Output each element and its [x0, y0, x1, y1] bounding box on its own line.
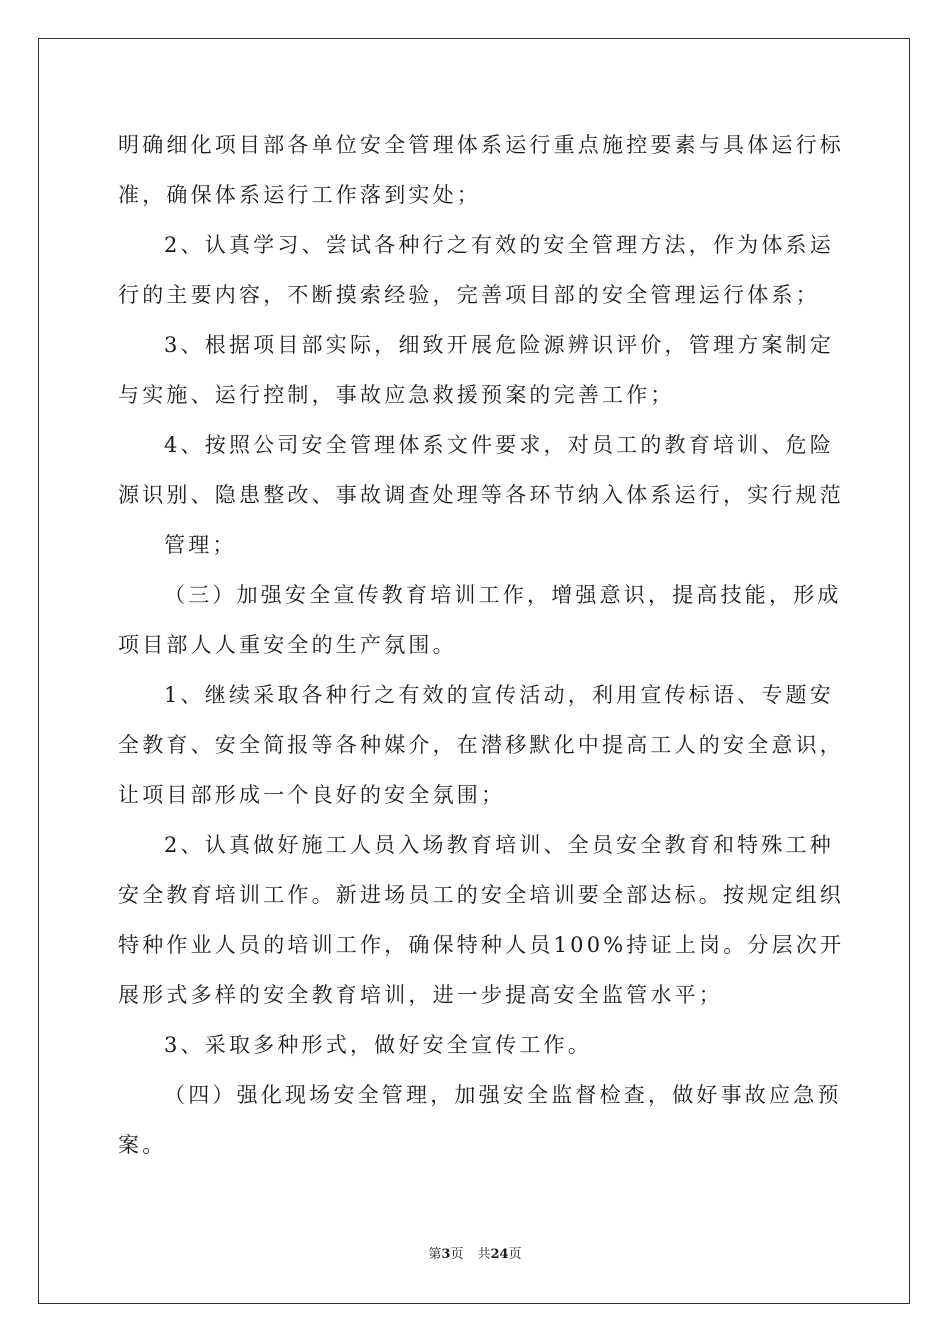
- text-line: 4、按照公司安全管理体系文件要求，对员工的教育培训、危险: [164, 433, 834, 457]
- footer-total-prefix: 共: [477, 1247, 491, 1262]
- page-footer: [0, 1246, 950, 1264]
- text-line: （三）加强安全宣传教育培训工作，增强意识，提高技能，形成: [164, 583, 842, 607]
- text-line: 行的主要内容，不断摸索经验，完善项目部的安全管理运行体系；: [118, 283, 820, 307]
- text-line: 2、认真学习、尝试各种行之有效的安全管理方法，作为体系运: [164, 233, 834, 257]
- text-line: 明确细化项目部各单位安全管理体系运行重点施控要素与具体运行标: [118, 133, 844, 157]
- text-line: 3、根据项目部实际，细致开展危险源辨识评价，管理方案制定: [164, 333, 834, 357]
- text-line: （四）强化现场安全管理，加强安全监督检查，做好事故应急预: [164, 1083, 842, 1107]
- text-line: 全教育、安全简报等各种媒介，在潜移默化中提高工人的安全意识，: [118, 733, 844, 757]
- footer-page-prefix: 第: [428, 1247, 442, 1262]
- text-line: 项目部人人重安全的生产氛围。: [118, 633, 457, 657]
- text-line: 源识别、隐患整改、事故调查处理等各环节纳入体系运行，实行规范: [118, 483, 844, 507]
- text-line: 1、继续采取各种行之有效的宣传活动，利用宣传标语、专题安: [164, 683, 834, 707]
- footer-page-number: 3: [441, 1247, 451, 1262]
- text-line: 安全教育培训工作。新进场员工的安全培训要全部达标。按规定组织: [118, 883, 844, 907]
- text-line: 展形式多样的安全教育培训，进一步提高安全监管水平；: [118, 983, 723, 1007]
- text-line: 准，确保体系运行工作落到实处；: [118, 183, 481, 207]
- text-line: 3、采取多种形式，做好安全宣传工作。: [164, 1033, 592, 1057]
- document-body: [118, 120, 845, 1170]
- text-line: 特种作业人员的培训工作，确保特种人员100%持证上岗。分层次开: [118, 933, 845, 957]
- text-line: 管理；: [164, 533, 237, 557]
- footer-total-suffix: 页: [508, 1247, 522, 1262]
- text-line: 案。: [118, 1133, 167, 1157]
- text-line: 与实施、运行控制，事故应急救援预案的完善工作；: [118, 383, 675, 407]
- footer-page-suffix: 页: [450, 1247, 464, 1262]
- text-line: 让项目部形成一个良好的安全氛围；: [118, 783, 506, 807]
- footer-total-pages: 24: [490, 1247, 509, 1262]
- text-line: 2、认真做好施工人员入场教育培训、全员安全教育和特殊工种: [164, 833, 834, 857]
